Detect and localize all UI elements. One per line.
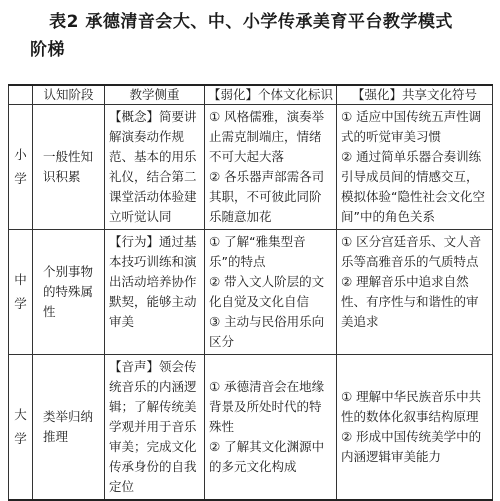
strengthen-item: ① 区分宫廷音乐、文人音乐等高雅音乐的气质特点	[341, 234, 482, 269]
strengthen-item: ② 理解音乐中追求自然性、有序性与和谐性的审美追求	[341, 274, 479, 329]
level-label: 中学	[14, 272, 27, 311]
header-cell-strengthen: 【强化】共享文化符号	[337, 85, 493, 105]
strengthen-cell	[337, 355, 493, 501]
weaken-item: ① 风格儒雅，演奏举止需克制端庄，情绪不可大起大落	[209, 109, 325, 164]
stage-cell: 个别事物的特殊属性	[33, 230, 105, 355]
focus-cell: 【行为】通过基本技巧训练和演出活动培养协作默契，能够主动审美	[105, 230, 205, 355]
weaken-item: ① 了解“雅集型音乐”的特点	[209, 234, 306, 269]
strengthen-item: ② 形成中国传统美学中的内涵逻辑审美能力	[341, 429, 482, 464]
table-row	[9, 230, 493, 355]
weaken-item: ① 承德清音会在地缘背景及所处时代的特殊性	[209, 379, 325, 434]
teaching-model-table	[8, 84, 493, 501]
focus-cell: 【音声】领会传统音乐的内涵逻辑；了解传统美学观并用于音乐审美；完成文化传承身份的自我定位	[105, 355, 205, 501]
level-cell	[9, 355, 33, 501]
strengthen-item: ② 通过简单乐器合奏训练引导成员间的情感交互，模拟体验“隐性社会文化空间”中的角色关系	[341, 149, 485, 224]
table-row	[9, 355, 493, 501]
table-row	[9, 105, 493, 230]
weaken-cell	[205, 230, 337, 355]
level-cell	[9, 105, 33, 230]
strengthen-item: ① 理解中华民族音乐中共性的数体化叙事结构原理	[341, 389, 482, 424]
caption-line-2: 阶梯	[30, 40, 65, 60]
weaken-cell	[205, 355, 337, 501]
weaken-item: ③ 主动与民俗用乐向区分	[209, 314, 325, 349]
header-cell-weaken: 【弱化】个体文化标识	[205, 85, 337, 105]
level-cell	[9, 230, 33, 355]
weaken-item: ② 了解其文化渊源中的多元文化构成	[209, 439, 325, 474]
table-container	[8, 84, 492, 501]
weaken-cell	[205, 105, 337, 230]
level-label: 小学	[14, 147, 27, 186]
weaken-item: ② 带入文人阶层的文化自觉及文化自信	[209, 274, 325, 309]
focus-cell: 【概念】简要讲解演奏动作规范、基本的用乐礼仪，结合第二课堂活动体验建立听觉认同	[105, 105, 205, 230]
header-cell-stage: 认知阶段	[33, 85, 105, 105]
caption-line-1: 表2 承德清音会大、中、小学传承美育平台教学模式	[49, 12, 453, 32]
level-label: 大学	[14, 407, 27, 446]
strengthen-cell	[337, 230, 493, 355]
header-cell-focus: 教学侧重	[105, 85, 205, 105]
weaken-item: ② 各乐器声部需各司其职，不可彼此同阶乐随意加花	[209, 169, 325, 224]
strengthen-cell	[337, 105, 493, 230]
stage-cell: 一般性知识积累	[33, 105, 105, 230]
header-cell-level	[9, 85, 33, 105]
table-caption	[10, 8, 492, 64]
strengthen-item: ① 适应中国传统五声性调式的听觉审美习惯	[341, 109, 482, 144]
header-row	[9, 85, 493, 105]
stage-cell: 类举归纳推理	[33, 355, 105, 501]
